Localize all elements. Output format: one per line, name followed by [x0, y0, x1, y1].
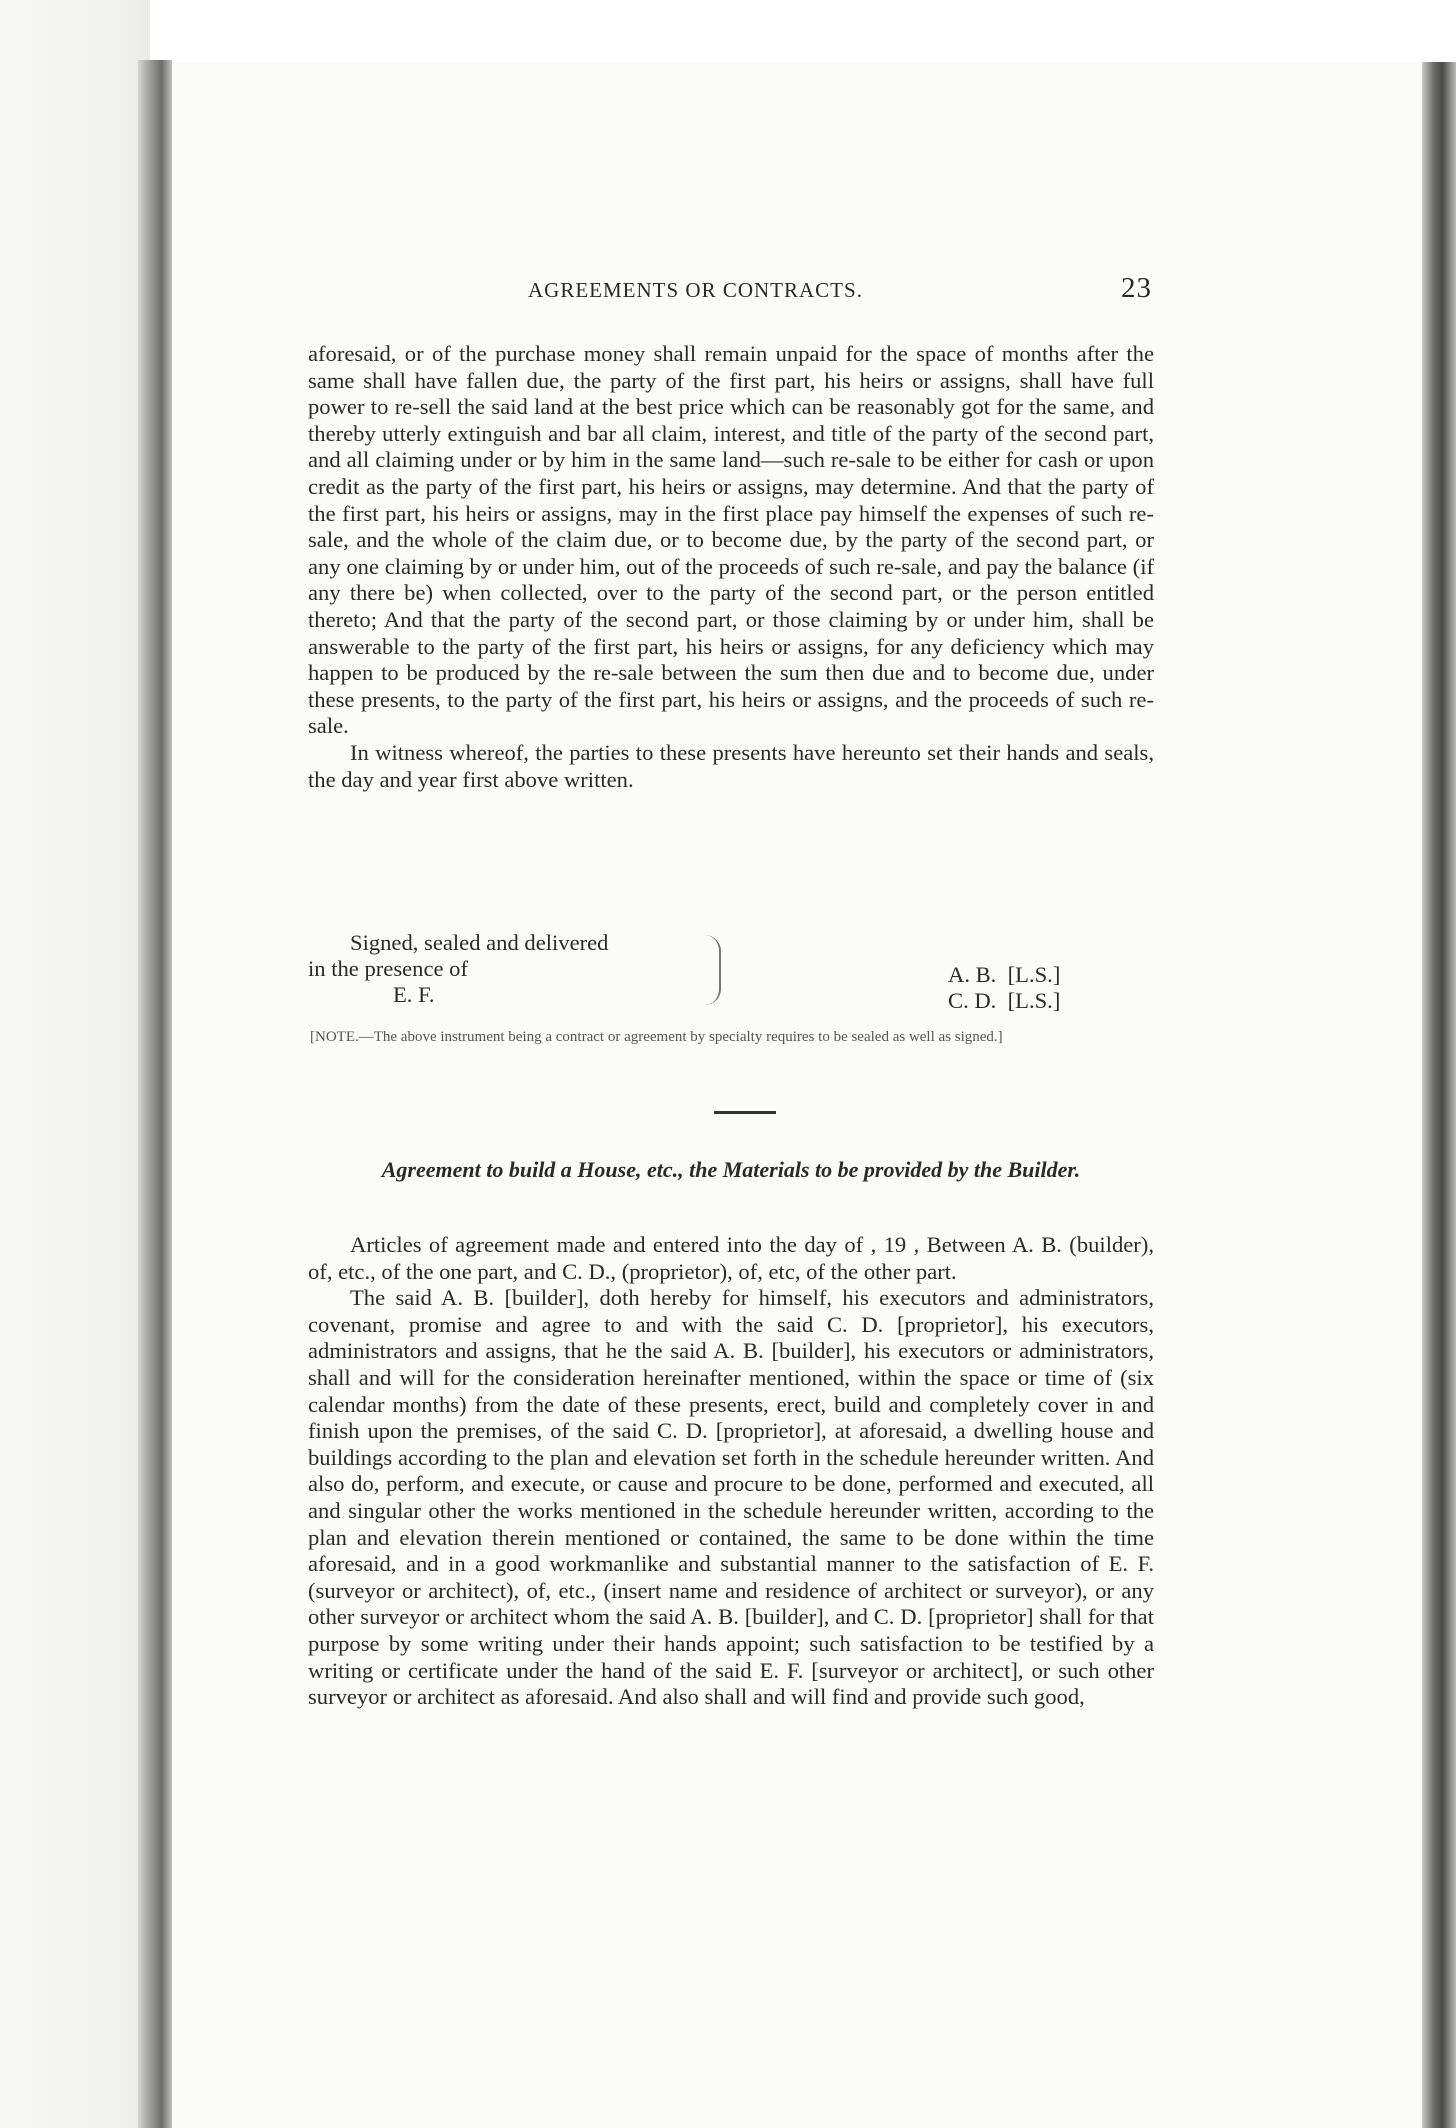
footnote: [NOTE.—The above instrument being a contract or agreement by specialty requires to be sealed as well as signed.] [310, 1029, 1003, 1045]
party-signature [948, 988, 1060, 1015]
seal-mark: [L.S.] [1007, 962, 1061, 987]
party-signature [948, 962, 1060, 989]
paragraph: aforesaid, or of the purchase money shall remain unpaid for the space of months after the same shall have fallen due, the party of the first part, his heirs or assigns, shall have full power to re-sell the said land at the best price which can be reasonably got for the same, and thereby utterly extinguish and bar all claim, interest, and title of the party of the second part, and all claiming under or by him in the same land—such re-sale to be either for cash or upon credit as the party of the first part, his heirs or assigns, may determine. And that the party of the first part, his heirs or assigns, may in the first place pay himself the expenses of such re-sale, and the whole of the claim due, or to become due, by the party of the second part, or any one claiming by or under him, out of the proceeds of such re-sale, and pay the balance (if any there be) when collected, over to the party of the second part, or the person entitled thereto; And that the party of the second part, or those claiming by or under him, shall be answerable to the party of the first part, his heirs or assigns, for any deficiency which may happen to be produced by the re-sale between the sum then due and to become due, under these presents, to the party of the first part, his heirs or assigns, and the proceeds of such re-sale. [308, 341, 1154, 739]
party-name: A. B. [948, 962, 997, 987]
signed-sealed-line: Signed, sealed and delivered [350, 930, 609, 955]
section-divider [714, 1111, 776, 1114]
section-heading: Agreement to build a House, etc., the Materials to be provided by the Builder. [381, 1157, 1081, 1182]
paragraph: The said A. B. [builder], doth hereby for himself, his executors and administrators, covenant, promise and agree to and with the said C. D. [proprietor], his executors, administrators and assigns, that he the said A. B. [builder], his executors or administrators, shall and will for the consideration hereinafter mentioned, within the space or time of (six calendar months) from the date of these presents, erect, build and completely cover in and finish upon the premises, of the said C. D. [proprietor], at aforesaid, a dwelling house and buildings according to the plan and elevation set forth in the schedule hereunder written. And also do, perform, and execute, or cause and procure to be done, performed and executed, all and singular other the works mentioned in the schedule hereunder written, according to the plan and elevation therein mentioned or contained, the same to be done within the time aforesaid, and in a good workmanlike and substantial manner to the satisfaction of E. F. (surveyor or architect), of, etc., (insert name and residence of architect or surveyor), or any other surveyor or architect whom the said A. B. [builder], and C. D. [proprietor] shall for that purpose by some writing under their hands appoint; such satisfaction to be testified by a writing or certificate under the hand of the said E. F. [surveyor or architect], or such other surveyor or architect as aforesaid. And also shall and will find and provide such good, [308, 1285, 1154, 1710]
running-header [312, 272, 1152, 312]
page-right-edge [1422, 62, 1456, 2128]
scan-background [150, 0, 1456, 62]
witness-name: E. F. [393, 982, 435, 1007]
body-text-block [308, 1232, 1154, 1711]
running-title: AGREEMENTS OR CONTRACTS. [528, 278, 863, 302]
party-name: C. D. [948, 988, 997, 1013]
paragraph: In witness whereof, the parties to these presents have hereunto set their hands and seals, the day and year first above written. [308, 739, 1154, 792]
facing-page-edge [0, 0, 150, 2128]
seal-mark: [L.S.] [1007, 988, 1061, 1013]
paragraph: Articles of agreement made and entered into the day of , 19 , Between A. B. (builder), of, etc., of the one part, and C. D., (proprietor), of, etc, of the other part. [308, 1232, 1154, 1284]
body-text-block [308, 341, 1154, 793]
page-number: 23 [1121, 272, 1152, 304]
book-gutter-shadow [138, 60, 172, 2128]
presence-line: in the presence of [308, 956, 468, 981]
brace-mark [705, 935, 721, 1005]
signature-block [308, 930, 1154, 1013]
